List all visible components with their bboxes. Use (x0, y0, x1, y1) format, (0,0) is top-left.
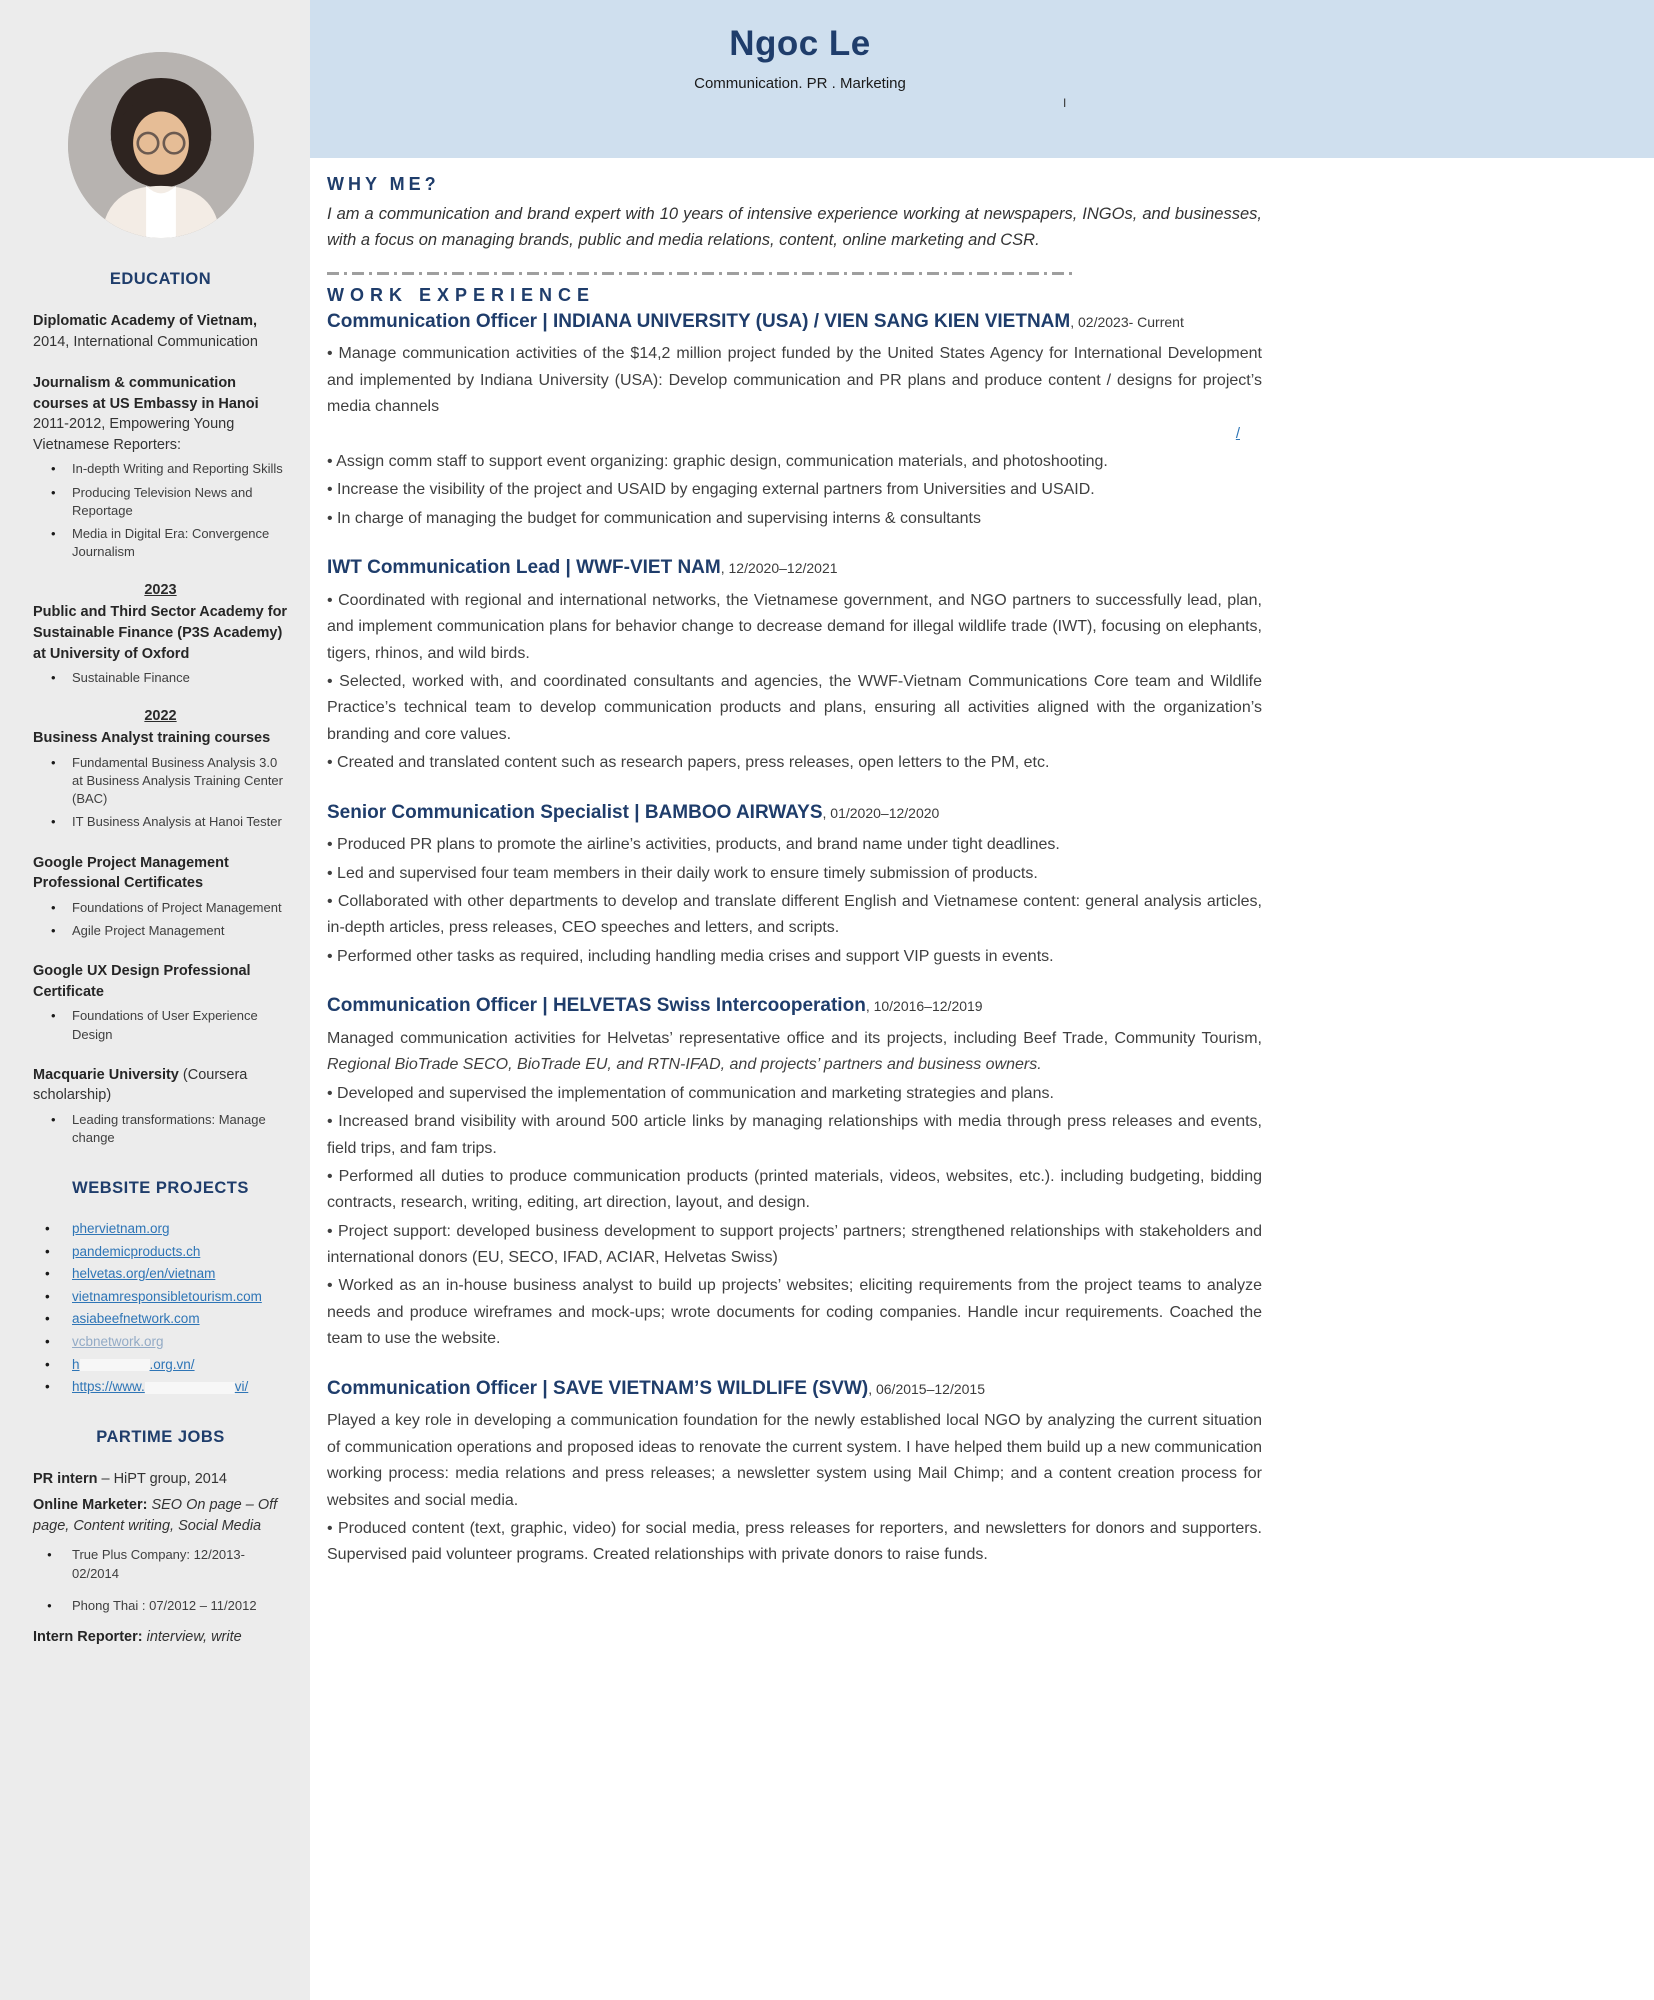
person-name: Ngoc Le (729, 24, 871, 63)
partime-detail: SEO On page – Off page, Content writing, Social Media (33, 1496, 278, 1534)
why-me-text: I am a communication and brand expert with 10 years of intensive experience working at newspapers, INGOs, and businesses, with a focus on managing brands, public and media relations, content, online marketing and CSR. (327, 205, 1262, 250)
website-link[interactable] (72, 1357, 195, 1372)
education-entry (33, 708, 288, 831)
job-entry (327, 556, 1262, 776)
education-bullet-list (33, 669, 288, 687)
job-dates: , 10/2016–12/2019 (865, 998, 983, 1015)
partime-bullet: ● True Plus Company: 12/2013-02/2014 (33, 1545, 288, 1584)
job-intro: Played a key role in developing a communication foundation for the newly established local NGO by analyzing the current situation of communication operations and proposed ideas to renovate the current system. I have helped them build up a new communication working process: media relations and press releases; a newsletter system using Mail Chimp; and a content creation process for websites and social media. (327, 1412, 1262, 1509)
partime-entry (33, 1469, 288, 1490)
job-bullet: • Led and supervised four team members in their daily work to ensure timely submission of products. (327, 861, 1262, 887)
education-school: Google UX Design Professional Certificate (33, 963, 251, 1000)
link-fragment-line (327, 423, 1262, 445)
job-title (327, 556, 1262, 581)
job-bullet: • Assign comm staff to support event organizing: graphic design, communication materials, and photoshooting. (327, 449, 1262, 475)
education-detail: 2011-2012, Empowering Young Vietnamese Reporters: (33, 416, 235, 453)
job-dates: , 12/2020–12/2021 (720, 560, 838, 577)
education-detail: (Coursera scholarship) (33, 1066, 248, 1104)
sidebar (0, 0, 310, 2000)
partime-role: Intern Reporter: (33, 1629, 143, 1646)
job-bullet: • Increase the visibility of the project and USAID by engaging external partners from Universities and USAID. (327, 477, 1262, 503)
education-bullet: • Fundamental Business Analysis 3.0 at Business Analysis Training Center (BAC) (33, 754, 288, 809)
website-link[interactable]: vcbnetwork.org (72, 1333, 164, 1349)
website-link-item (33, 1310, 288, 1328)
job-bullet: • Coordinated with regional and international networks, the Vietnamese government, and NGO partners to successfully lead, plan, and implement communication plans for behavior change to decrease demand for illegal wildlife trade (IWT), focusing on elephants, tigers, rhinos, and wild birds. (327, 588, 1262, 667)
redaction-gap (80, 1359, 150, 1371)
job-intro-italic: Regional BioTrade SECO, BioTrade EU, and RTN-IFAD, and projects’ partners and business owners. (327, 1056, 1042, 1074)
job-bullet: • Performed other tasks as required, including handling media crises and support VIP guests in events. (327, 944, 1262, 970)
link-text-fragment: h (72, 1356, 80, 1372)
main-column (310, 0, 1654, 2000)
education-bullet-list (33, 1111, 288, 1147)
education-bullet: • Media in Digital Era: Convergence Journalism (33, 525, 288, 561)
education-year: 2022 (144, 708, 177, 725)
job-bullet: • Produced content (text, graphic, video) for social media, press releases for reporters, and newsletters for donors and supporters. Supervised paid volunteer programs. Created relationships with private donors to raise funds. (327, 1516, 1262, 1569)
job-bullet: • Selected, worked with, and coordinated consultants and agencies, the WWF-Vietnam Communications Core team and Wildlife Practice’s technical team to develop communication products and plans, ensuring all activities aligned with the organization’s branding and core values. (327, 669, 1262, 748)
education-entry (33, 373, 288, 561)
header-band (310, 0, 1654, 158)
partime-bullet: ● Phong Thai : 07/2012 – 11/2012 (33, 1596, 288, 1616)
job-title-text: Communication Officer | HELVETAS Swiss Intercooperation (327, 995, 866, 1017)
job-bullet: • Increased brand visibility with around 500 article links by managing relationships with media through press releases and events, field trips, and fam trips. (327, 1109, 1262, 1162)
job-title-text: Communication Officer | SAVE VIETNAM’S WILDLIFE (SVW) (327, 1377, 869, 1399)
education-school: Journalism & communication courses at US Embassy in Hanoi (33, 375, 259, 412)
website-link-item (33, 1288, 288, 1306)
person-avatar-graphic (68, 52, 254, 238)
website-link[interactable]: phervietnam.org (72, 1221, 170, 1237)
education-school: Diplomatic Academy of Vietnam, (33, 313, 258, 329)
education-entry (33, 311, 288, 352)
partime-entry (33, 1627, 288, 1648)
website-links-list (33, 1220, 288, 1395)
partime-jobs-heading: PARTIME JOBS (96, 1427, 225, 1446)
website-link-item (33, 1265, 288, 1283)
website-link[interactable]: helvetas.org/en/vietnam (72, 1266, 216, 1282)
partime-entry (33, 1495, 288, 1537)
main-content (310, 174, 1262, 1569)
job-bullet: • Created and translated content such as research papers, press releases, open letters to the PM, etc. (327, 750, 1262, 776)
job-entry (327, 1377, 1262, 1569)
education-school: Macquarie University (33, 1066, 179, 1083)
education-bullet: • Foundations of User Experience Design (33, 1007, 288, 1043)
job-entry (327, 801, 1262, 971)
website-link-item (33, 1243, 288, 1261)
job-title-text: IWT Communication Lead | WWF-VIET NAM (327, 557, 721, 579)
job-bullet: • Project support: developed business development to support projects’ partners; strengthened relationships with stakeholders and international donors (EU, SECO, IFAD, ACIAR, Helvetas Swiss) (327, 1219, 1262, 1272)
job-title (327, 994, 1262, 1019)
job-title (327, 310, 1262, 335)
education-school: Business Analyst training courses (33, 730, 271, 747)
job-bullet: • In charge of managing the budget for communication and supervising interns & consultants (327, 506, 1262, 532)
job-bullet: • Produced PR plans to promote the airline’s activities, products, and brand name under tight deadlines. (327, 832, 1262, 858)
education-bullet: • In-depth Writing and Reporting Skills (33, 460, 288, 478)
profile-photo (68, 52, 254, 238)
website-link-item (33, 1378, 288, 1396)
job-entry (327, 994, 1262, 1352)
education-bullet: • IT Business Analysis at Hanoi Tester (33, 813, 288, 831)
why-me-heading: WHY ME? (327, 174, 440, 194)
education-school: Google Project Management Professional Certificates (33, 854, 229, 892)
person-subtitle: Communication. PR . Marketing (694, 75, 906, 92)
job-title-text: Communication Officer | INDIANA UNIVERSITY (USA) / VIEN SANG KIEN VIETNAM (327, 310, 1071, 332)
education-bullet: • Leading transformations: Manage change (33, 1111, 288, 1147)
job-bullet: • Collaborated with other departments to develop and translate different English and Vietnamese content: general analysis articles, in-depth articles, press releases, CEO speeches and letters, and scripts. (327, 889, 1262, 942)
education-bullet: • Agile Project Management (33, 922, 288, 940)
job-bullet: • Worked as an in-house business analyst to build up projects’ websites; eliciting requirements from the project teams to analyze needs and produce wireframes and mock-ups; wrote documents for coding companies. Handle incur requirements. Coached the team to use the website. (327, 1273, 1262, 1352)
job-bullet: • Developed and supervised the implementation of communication and marketing strategies and plans. (327, 1081, 1262, 1107)
link-text-fragment: .org.vn/ (149, 1356, 195, 1372)
website-link-item (33, 1333, 288, 1351)
link-text-fragment: vi/ (234, 1379, 249, 1395)
partime-detail: interview, write (142, 1629, 242, 1646)
education-school: Public and Third Sector Academy for Sustainable Finance (P3S Academy) at University of Oxford (33, 604, 288, 662)
job-intro-text: Managed communication activities for Helvetas’ representative office and its projects, including Beef Trade, Community Tourism, (327, 1029, 1262, 1047)
education-bullet-list (33, 460, 288, 561)
website-link[interactable]: vietnamresponsibletourism.com (72, 1288, 262, 1304)
education-entry (33, 1065, 288, 1148)
education-bullet-list (33, 1007, 288, 1043)
education-detail: 2014, International Communication (33, 333, 258, 350)
education-heading: EDUCATION (109, 270, 212, 288)
link-text-fragment: https://www. (72, 1379, 145, 1395)
website-link[interactable] (72, 1379, 248, 1394)
education-bullet: • Sustainable Finance (33, 669, 288, 687)
job-title-text: Senior Communication Specialist | BAMBOO AIRWAYS (327, 801, 823, 823)
education-entry (33, 853, 288, 941)
website-link-item (33, 1356, 288, 1374)
website-projects-heading: WEBSITE PROJECTS (72, 1179, 249, 1198)
job-intro (327, 1026, 1262, 1079)
partime-bullet-list (33, 1545, 288, 1616)
education-entry (33, 961, 288, 1044)
work-experience-heading: WORK EXPERIENCE (327, 284, 596, 305)
redaction-gap (145, 1382, 235, 1394)
job-dates: , 01/2020–12/2020 (822, 804, 940, 821)
partime-role: Online Marketer: (33, 1496, 148, 1513)
job-bullet: • Performed all duties to produce communication products (printed materials, videos, websites, etc.). including budgeting, bidding contracts, research, writing, editing, art direction, layout, and design. (327, 1164, 1262, 1217)
job-entry (327, 310, 1262, 532)
website-link[interactable]: pandemicproducts.ch (72, 1243, 201, 1259)
job-dates: , 02/2023- Current (1070, 313, 1184, 330)
dash-dot-divider (327, 272, 1075, 275)
partime-role: PR intern (33, 1470, 98, 1487)
education-bullet-list (33, 754, 288, 832)
link-fragment[interactable]: / (1235, 424, 1240, 442)
partime-detail: – HiPT group, 2014 (97, 1470, 227, 1487)
education-bullet: • Foundations of Project Management (33, 899, 288, 917)
education-year: 2023 (144, 582, 177, 599)
education-entry (33, 582, 288, 687)
website-link-item (33, 1220, 288, 1238)
stray-mark: I (1063, 96, 1067, 110)
education-bullet: • Producing Television News and Reportage (33, 484, 288, 520)
header-band-inner (310, 0, 1290, 110)
job-dates: , 06/2015–12/2015 (868, 1380, 985, 1397)
job-title (327, 801, 1262, 826)
job-bullet: • Manage communication activities of the $14,2 million project funded by the United States Agency for International Development and implemented by Indiana University (USA): Develop communication and PR plans and produce content / designs for project’s media channels (327, 341, 1262, 420)
job-title (327, 1377, 1262, 1402)
website-link[interactable]: asiabeefnetwork.com (72, 1311, 200, 1327)
education-bullet-list (33, 899, 288, 940)
